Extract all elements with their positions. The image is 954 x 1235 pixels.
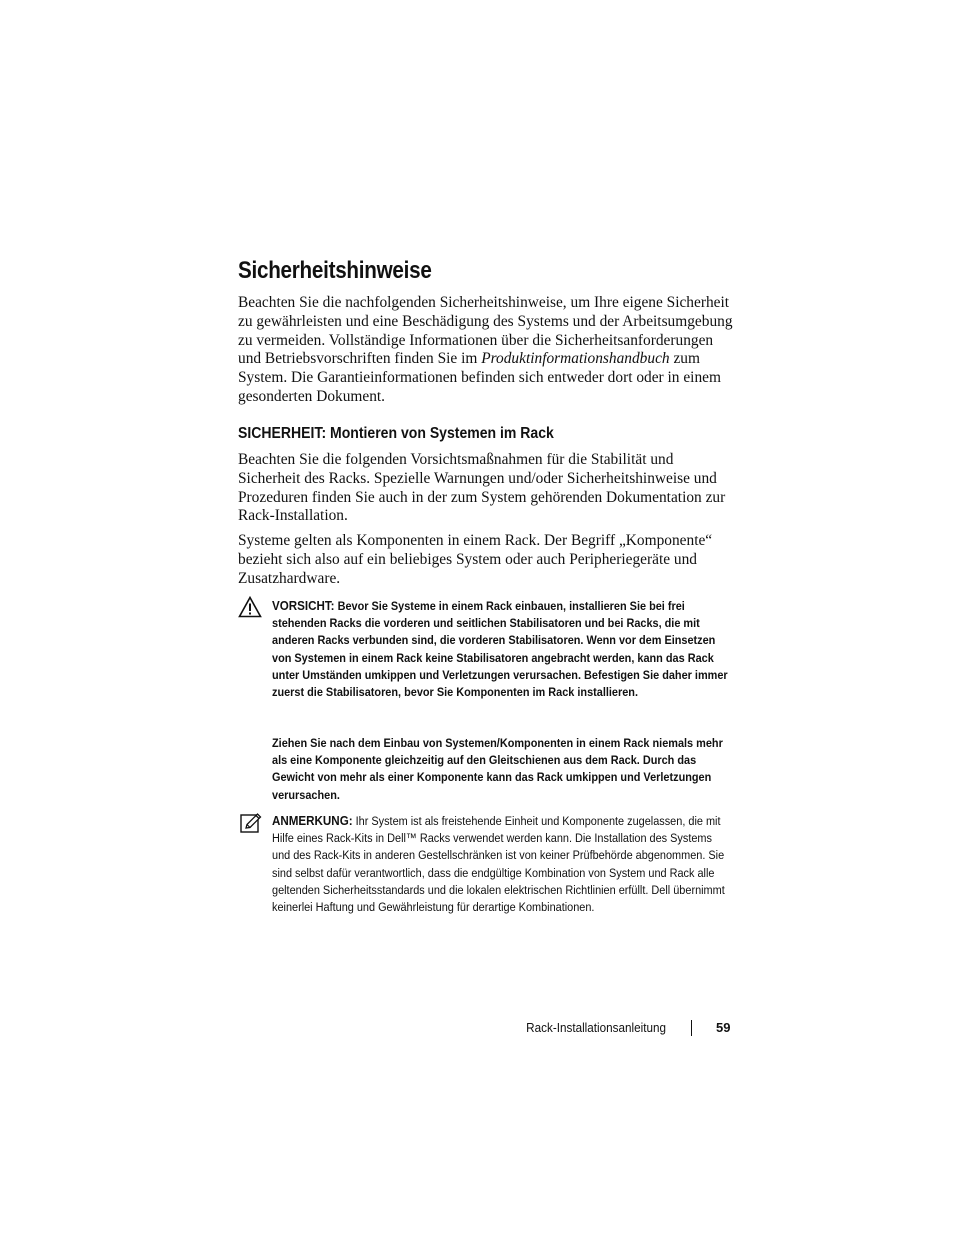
note-notice: [272, 812, 730, 916]
components-paragraph: Systeme gelten als Komponenten in einem Rack. Der Begriff „Komponente“ bezieht sich also auf ein beliebiges System oder auch Peripheriegeräte und Zusatzhardware.: [238, 532, 713, 587]
caution-notice: [272, 597, 730, 701]
caution-text: Bevor Sie Systeme in einem Rack einbauen, installieren Sie bei frei stehenden Racks die vorderen und seitlichen Stabilisatoren und bei Racks, die mit anderen Racks verbunden sind, die vorderen Stabilisatoren. Wenn vor dem Einsetzen von Systemen in einem Rack keine Stabilisatoren angebracht werden, kann das Rack unter Umständen umkippen und Verletzungen verursachen. Befestigen Sie daher immer zuerst die Stabilisatoren, bevor Sie Komponenten im Rack installieren.: [272, 599, 728, 700]
note-label: ANMERKUNG:: [272, 813, 353, 828]
caution-notice-continued: Ziehen Sie nach dem Einbau von Systemen/Komponenten in einem Rack niemals mehr als eine Komponente gleichzeitig auf den Gleitschienen aus dem Rack. Durch das Gewicht von mehr als einer Komponente kann das Rack umkippen und Verletzungen verursachen.: [272, 736, 723, 802]
section-heading: SICHERHEIT: Montieren von Systemen im Rack: [238, 425, 554, 442]
page-number: 59: [716, 1020, 731, 1035]
intro-italic-reference: Produktinformationshandbuch: [481, 350, 670, 368]
pencil-note-icon: [240, 812, 262, 834]
note-text: Ihr System ist als freistehende Einheit und Komponente zugelassen, die mit Hilfe eines Rack-Kits in Dell™ Racks verwendet werden kann. Die Installation des Systems und des Rack-Kits in anderen Gestellschränken ist von keiner Prüfbehörde abgenommen. Sie sind selbst dafür verantwortlich, dass die endgültige Kombination von System und Rack alle geltenden Sicherheitsstandards und die lokalen elektrischen Richtlinien erfüllt. Dell übernimmt keinerlei Haftung und Gewährleistung für derartige Kombinationen.: [272, 814, 725, 915]
intro-text-start: Beachten Sie die nachfolgenden Sicherheitshinweise, um Ihre eigene Sicherheit zu gewährleisten und eine Beschädigung des Systems und der Arbeitsumgebung zu vermeiden. Vollständige Informationen über die Sicherheitsanforderungen und Betriebsvorschriften finden Sie im: [238, 294, 733, 368]
footer-separator: [691, 1020, 692, 1036]
footer-running-title: Rack-Installationsanleitung: [526, 1020, 666, 1035]
page-title: Sicherheitshinweise: [238, 257, 432, 284]
intro-paragraph: [238, 294, 738, 407]
warning-triangle-icon: [238, 596, 262, 618]
intro-text-end: zum System. Die Garantieinformationen befinden sich entweder dort oder in einem gesonderten Dokument.: [238, 350, 721, 405]
caution-label: VORSICHT:: [272, 598, 335, 613]
rack-safety-paragraph: Beachten Sie die folgenden Vorsichtsmaßnahmen für die Stabilität und Sicherheit des Racks. Spezielle Warnungen und/oder Sicherheitshinweise und Prozeduren finden Sie auch in der zum System gehörenden Dokumentation zur Rack-Installation.: [238, 451, 726, 525]
